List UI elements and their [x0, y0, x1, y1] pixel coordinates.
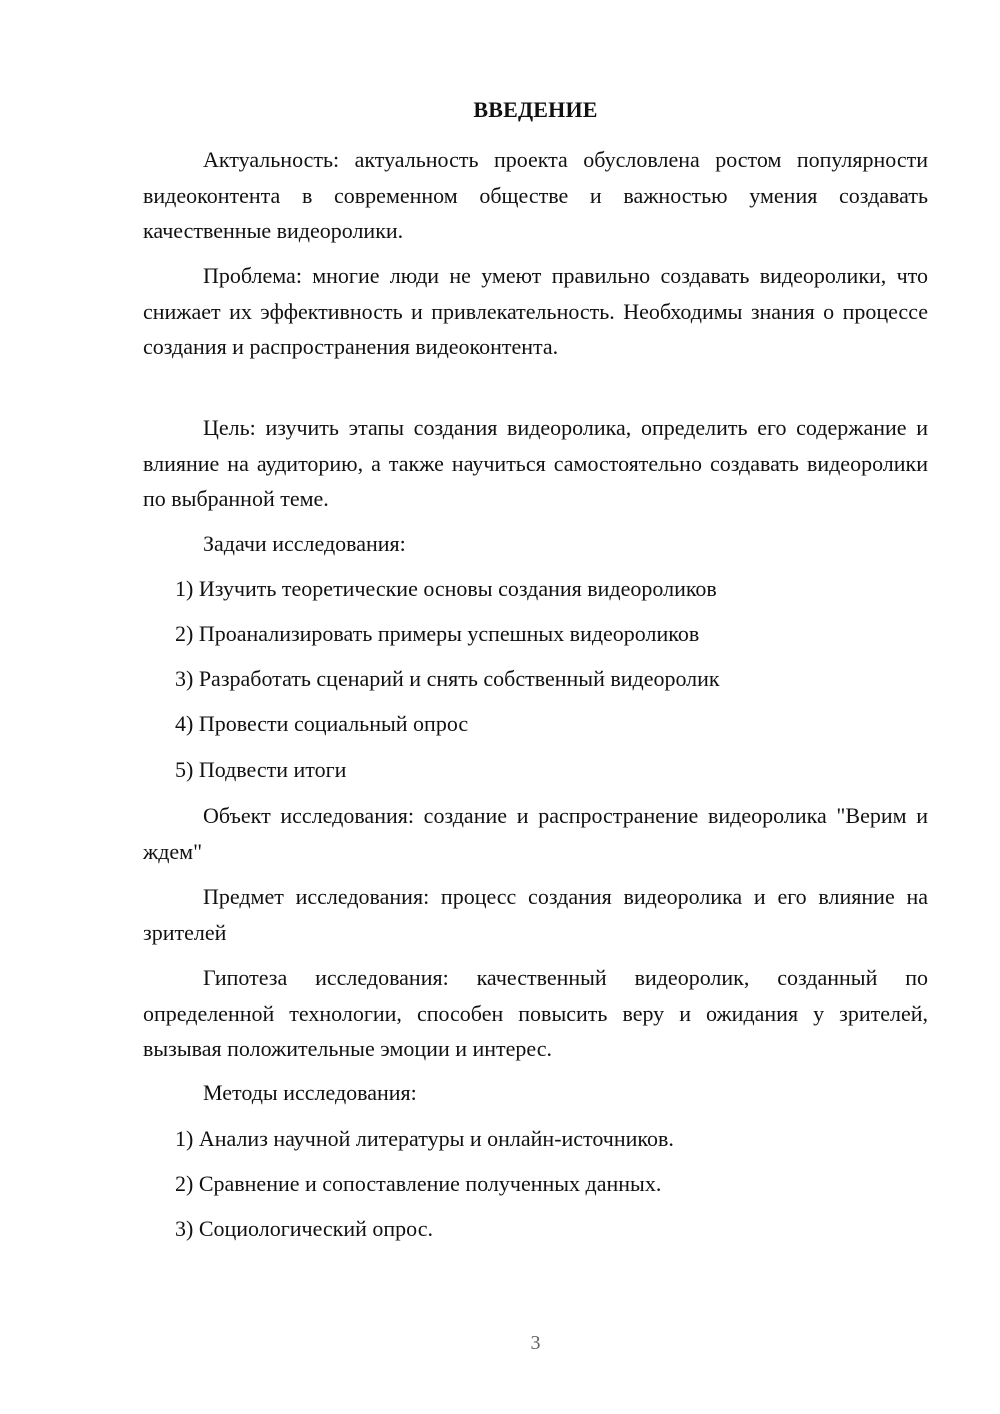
paragraph-relevance: Актуальность: актуальность проекта обусловлена ростом популярности видеоконтента в современном обществе и важностью умения создавать качественные видеоролики. — [143, 147, 928, 243]
method-item-1: 1) Анализ научной литературы и онлайн-источников. — [175, 1126, 674, 1151]
paragraph-object: Объект исследования: создание и распространение видеоролика "Верим и ждем" — [143, 803, 928, 864]
page-number: 3 — [530, 1332, 541, 1354]
task-item-4: 4) Провести социальный опрос — [175, 711, 469, 736]
paragraph-hypothesis: Гипотеза исследования: качественный видеоролик, созданный по определенной технологии, способен повысить веру и ожидания у зрителей, вызывая положительные эмоции и интерес. — [143, 965, 928, 1061]
document-page — [143, 0, 928, 1414]
task-item-3: 3) Разработать сценарий и снять собственный видеоролик — [175, 666, 720, 691]
paragraph-subject: Предмет исследования: процесс создания видеоролика и его влияние на зрителей — [143, 884, 928, 945]
task-item-5: 5) Подвести итоги — [175, 757, 347, 782]
page-title: ВВЕДЕНИЕ — [473, 97, 598, 122]
method-item-2: 2) Сравнение и сопоставление полученных данных. — [175, 1171, 662, 1196]
method-item-3: 3) Социологический опрос. — [175, 1216, 433, 1241]
tasks-heading: Задачи исследования: — [203, 531, 406, 556]
methods-heading: Методы исследования: — [203, 1080, 417, 1105]
paragraph-problem: Проблема: многие люди не умеют правильно создавать видеоролики, что снижает их эффективность и привлекательность. Необходимы знания о процессе создания и распространения видеоконтента. — [143, 263, 928, 359]
task-item-2: 2) Проанализировать примеры успешных видеороликов — [175, 621, 700, 646]
paragraph-goal: Цель: изучить этапы создания видеоролика, определить его содержание и влияние на аудиторию, а также научиться самостоятельно создавать видеоролики по выбранной теме. — [143, 415, 928, 511]
task-item-1: 1) Изучить теоретические основы создания видеороликов — [175, 576, 717, 601]
